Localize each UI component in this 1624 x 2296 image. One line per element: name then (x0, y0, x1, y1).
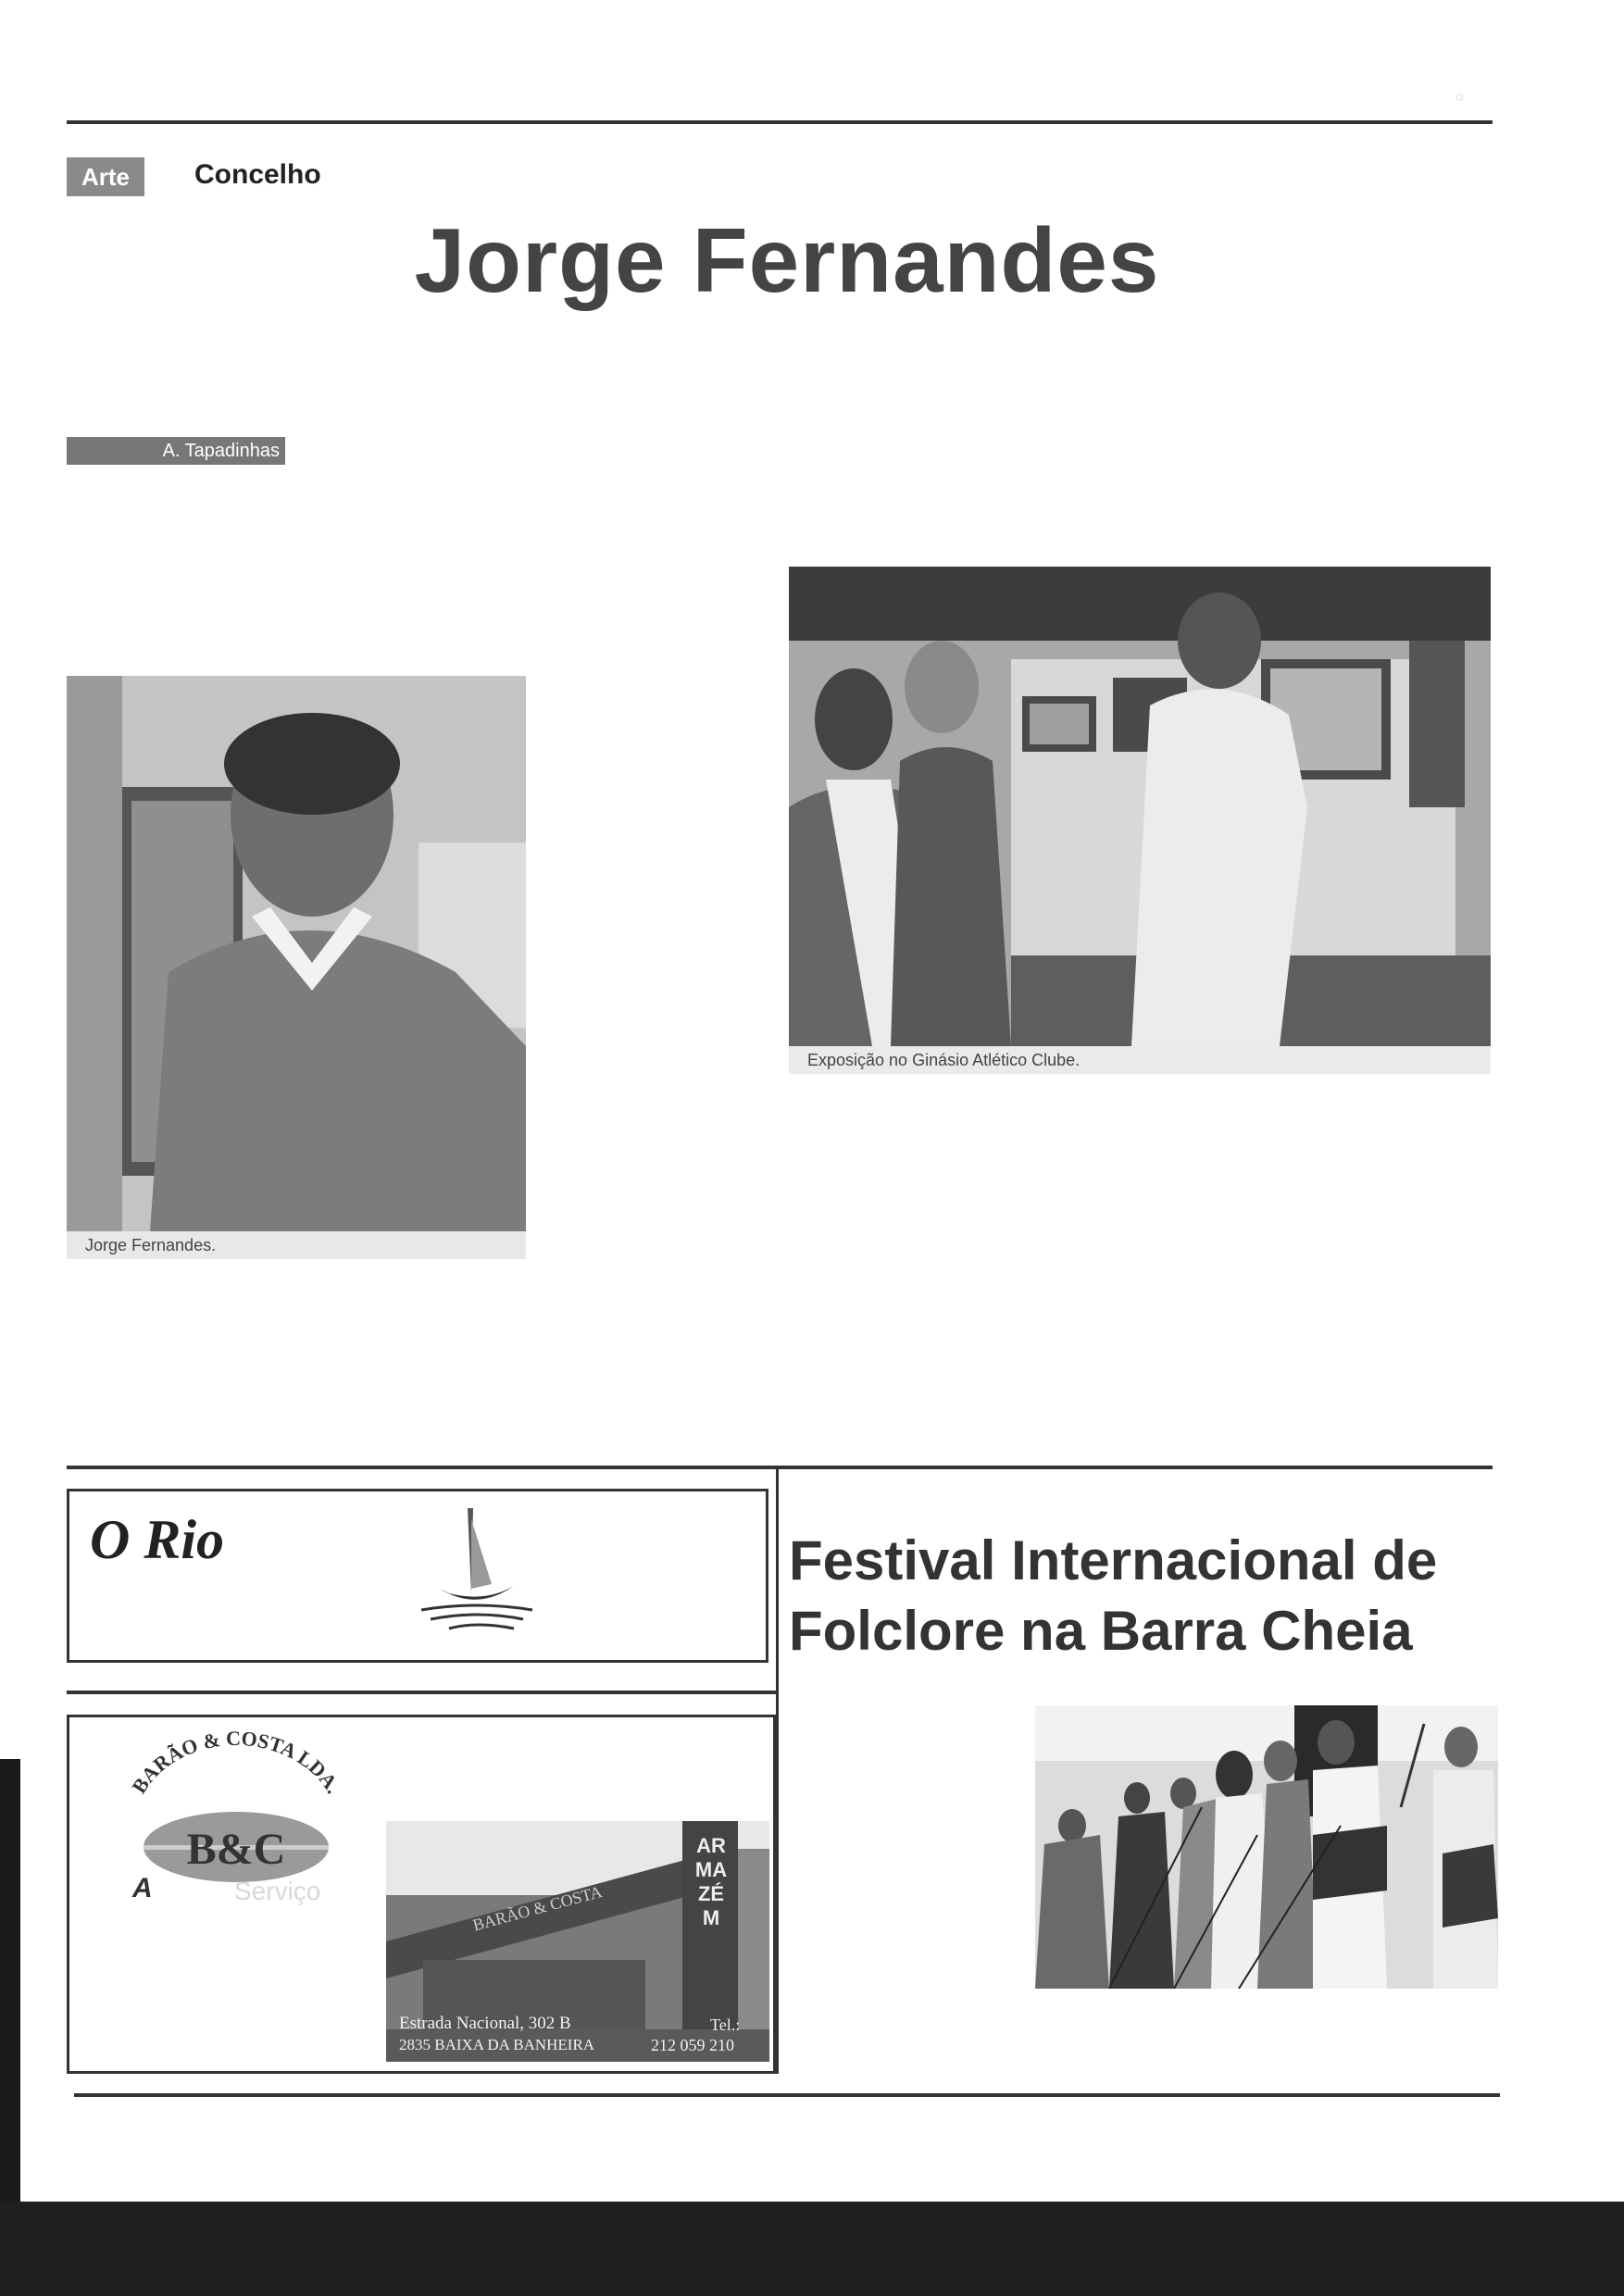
section-tag: Arte (67, 157, 144, 196)
logo-arc-text: BARÃO & COSTA LDA. (127, 1727, 346, 1798)
portrait-caption: Jorge Fernandes. (67, 1231, 526, 1259)
logo-monogram: B&C (186, 1825, 286, 1874)
address-line-1: Estrada Nacional, 302 B (399, 2014, 571, 2033)
section-name: Concelho (194, 159, 321, 190)
scan-edge-bottom (0, 2202, 1624, 2296)
folk-festival-illustration (1035, 1705, 1498, 1989)
address-line-2: 2835 BAIXA DA BANHEIRA (399, 2036, 595, 2053)
exhibition-caption: Exposição no Ginásio Atlético Clube. (789, 1046, 1491, 1074)
sailboat-icon (412, 1501, 542, 1640)
warehouse-photo (386, 1821, 769, 2062)
scan-mark: ◌ (1455, 89, 1464, 104)
ad-letter-a: A (132, 1873, 153, 1903)
scan-edge-left (0, 1759, 20, 2222)
author-byline: A. Tapadinhas (67, 437, 285, 465)
rio-advertisement (67, 1489, 768, 1663)
festival-headline-line-1: Festival Internacional de (789, 1529, 1438, 1591)
barao-costa-advertisement (67, 1715, 776, 2074)
festival-headline-line-2: Folclore na Barra Cheia (789, 1600, 1413, 1662)
ads-separator-rule (67, 1691, 776, 1694)
festival-headline (789, 1526, 1530, 1666)
building-sign-text: BARÃO & COSTA (470, 1881, 605, 1935)
barao-costa-logo (106, 1727, 366, 1893)
ad-servico-text: Serviço (234, 1877, 321, 1905)
vertical-sign-armazem: ARMAZÉM (694, 1834, 728, 1929)
page-title: Jorge Fernandes (414, 209, 1160, 311)
portrait-illustration (67, 676, 526, 1231)
exhibition-photo (789, 567, 1491, 1046)
bottom-rule (74, 2093, 1500, 2097)
folk-festival-photo (1035, 1705, 1498, 1989)
tel-label: Tel.: (710, 2015, 741, 2034)
rio-logo-text: O Rio (90, 1509, 225, 1570)
portrait-photo (67, 676, 526, 1231)
lower-section-rule (67, 1466, 1493, 1469)
column-divider (776, 1467, 779, 2074)
tel-number: 212 059 210 (651, 2036, 734, 2054)
top-rule (67, 120, 1493, 124)
exhibition-illustration (789, 567, 1491, 1046)
